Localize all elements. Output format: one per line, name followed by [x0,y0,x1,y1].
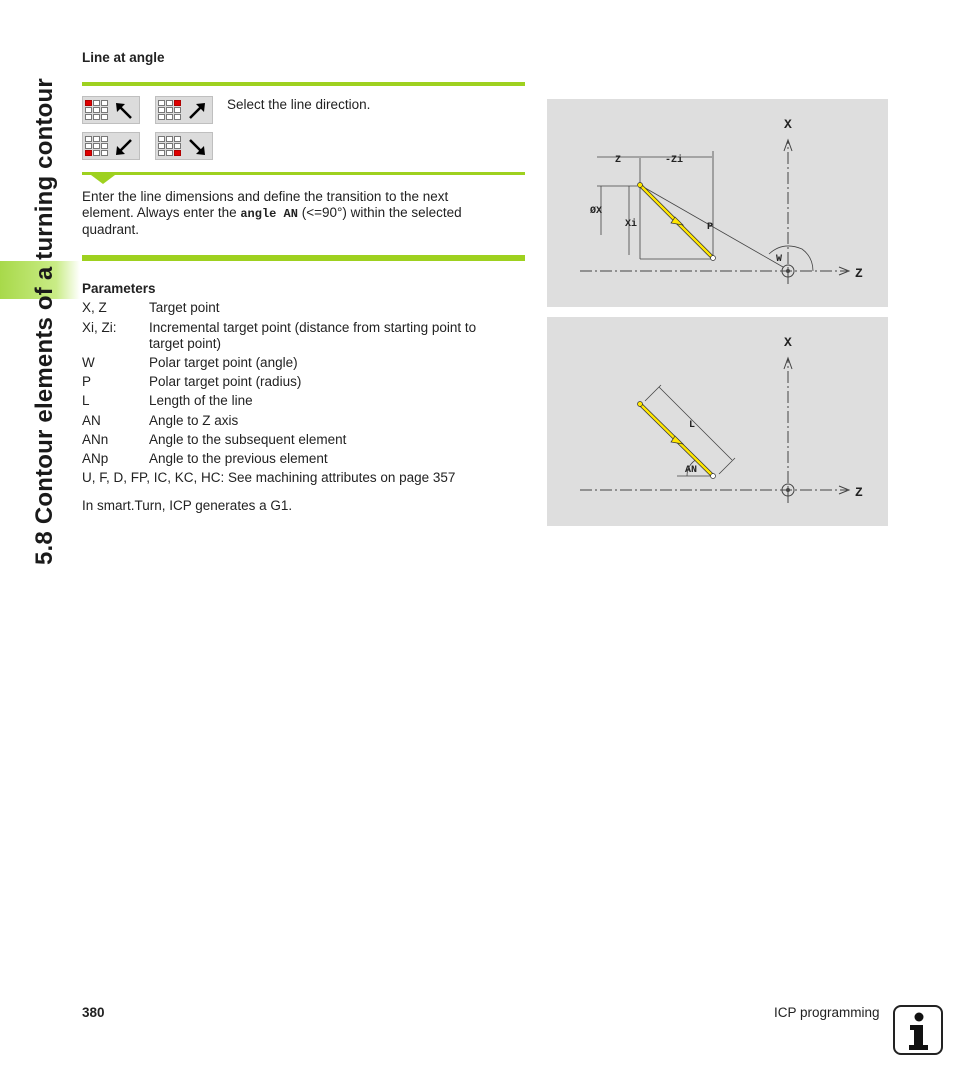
diagram-2-svg [547,317,888,526]
direction-down-right-button[interactable] [155,132,213,160]
instructions-line-1: Enter the line dimensions and define the transition to the next [82,189,449,204]
x-axis-label: X [784,117,792,132]
section-heading: Line at angle [82,50,165,65]
diagram-polar-coordinates [547,99,888,307]
instructions-text-cont: (<=90°) within the selected [297,205,462,220]
label-diameter-x: ØX [590,206,603,217]
origin-dot [786,488,790,492]
start-point [638,183,643,188]
machining-note: U, F, D, FP, IC, KC, HC: See machining attributes on page 357 [82,470,456,485]
arrow-up-right-icon [186,100,208,122]
parameter-desc: Angle to the previous element [149,451,328,466]
footer-section-title: ICP programming [774,1005,880,1020]
green-pointer [91,175,115,184]
parameter-key: ANn [82,432,109,447]
length-ext-line-end [719,458,735,474]
end-point [711,474,716,479]
instructions-line-3: quadrant. [82,222,140,237]
select-direction-text: Select the line direction. [227,97,371,112]
length-dim-line [659,387,732,460]
parameter-key: L [82,393,90,408]
instructions-line-2 [82,205,525,222]
parameter-desc: Angle to the subsequent element [149,432,347,447]
diagram-1-svg [547,99,888,307]
chapter-side-title: 5.8 Contour elements of a turning contour [31,78,58,565]
instructions-paragraph [82,189,525,238]
parameter-desc: Polar target point (radius) [149,374,302,389]
end-point [711,256,716,261]
diagram-length-angle [547,317,888,526]
direction-up-left-button[interactable] [82,96,140,124]
parameter-desc: Incremental target point (distance from starting point to [149,320,477,335]
parameter-key: P [82,374,92,389]
parameter-desc-cont: target point) [149,336,222,351]
parameter-key: W [82,355,95,370]
z-axis-label: Z [855,485,863,500]
parameter-desc: Length of the line [149,393,253,408]
green-divider-bottom [82,255,525,261]
label-w: W [776,254,783,265]
start-point [638,402,643,407]
info-glyph [895,1007,941,1053]
info-icon [893,1005,943,1055]
label-p: P [707,222,714,233]
label-zi: -Zi [665,155,684,166]
parameters-heading: Parameters [82,281,156,296]
green-divider-middle [82,172,525,175]
parameter-key: X, Z [82,300,107,315]
parameter-key: Xi, Zi: [82,320,117,335]
arrow-up-left-icon [113,100,135,122]
instructions-text: element. Always enter the [82,205,241,220]
origin-dot [786,269,790,273]
direction-down-left-button[interactable] [82,132,140,160]
parameter-key: AN [82,413,101,428]
direction-up-right-button[interactable] [155,96,213,124]
parameter-desc: Angle to Z axis [149,413,239,428]
parameter-key: ANp [82,451,109,466]
label-z: Z [615,155,622,166]
label-l: L [689,420,696,431]
arrow-down-left-icon [113,136,135,158]
parameter-desc: Polar target point (angle) [149,355,298,370]
label-an: AN [685,465,698,476]
parameter-desc: Target point [149,300,220,315]
angle-code: angle AN [240,207,298,221]
page-number: 380 [82,1005,105,1020]
x-axis-label: X [784,335,792,350]
green-divider-top [82,82,525,86]
smart-turn-note: In smart.Turn, ICP generates a G1. [82,498,293,513]
length-ext-line-start [645,385,661,401]
z-axis-label: Z [855,266,863,281]
arrow-down-right-icon [186,136,208,158]
label-xi: Xi [625,219,638,230]
